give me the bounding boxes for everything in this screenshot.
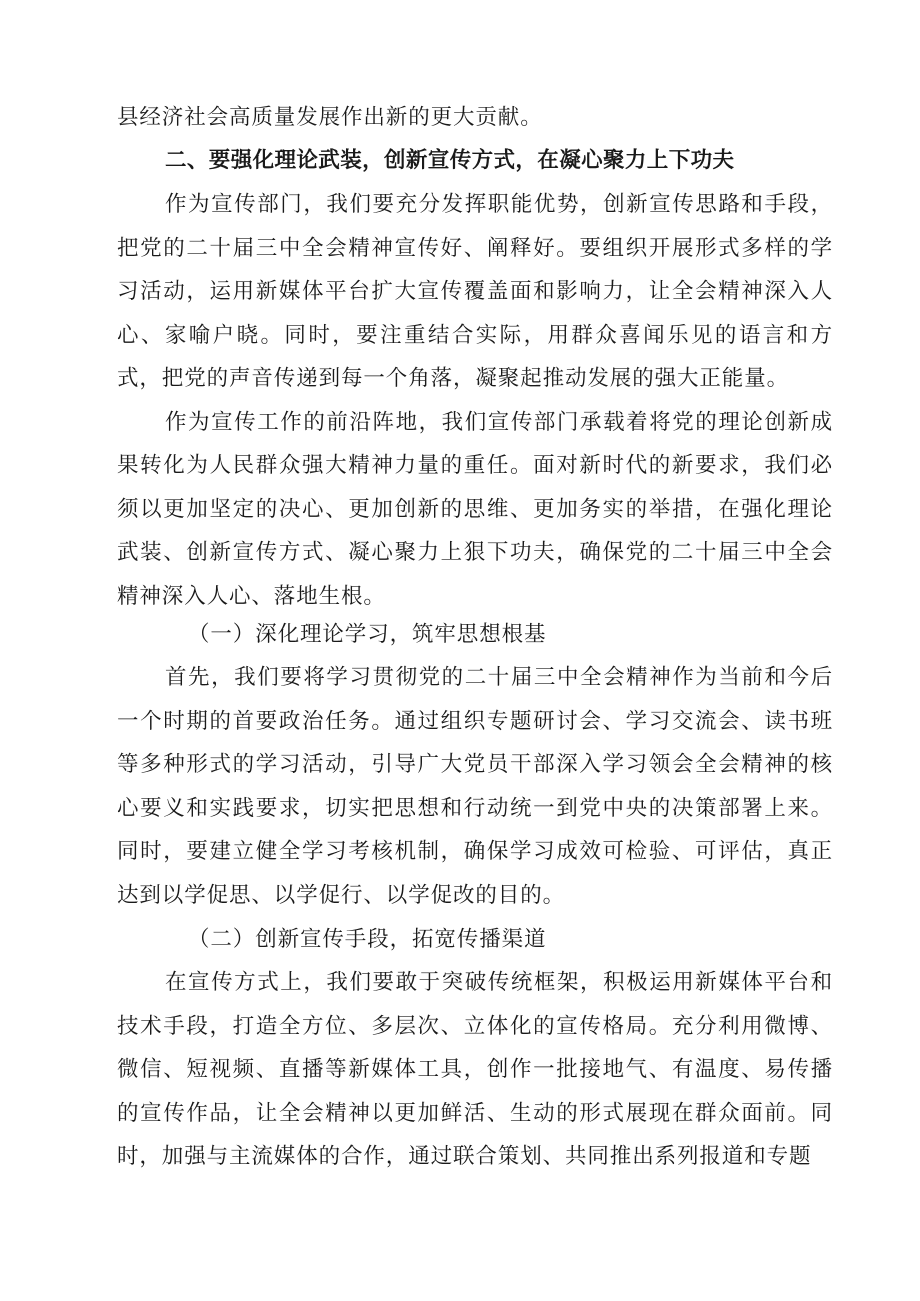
subheading-1: （一）深化理论学习，筑牢思想根基 (188, 622, 547, 647)
subheading-2: （二）创新宣传手段，拓宽传播渠道 (188, 927, 547, 952)
body-paragraph-c (117, 961, 833, 1179)
paragraph-2: 作为宣传工作的前沿阵地，我们宣传部门承载着将党的理论创新成果转化为人民群众强大精神力量的重任。面对新时代的新要求，我们必须以更加坚定的决心、更加创新的思维、更加务实的举措，在强化理论武装、创新宣传方式、凝心聚力上狠下功夫，确保党的二十届三中全会精神深入人心、落地生根。 (117, 409, 833, 609)
body-paragraph-b (117, 656, 833, 917)
body-paragraphs-a (117, 183, 833, 618)
section-heading: 二、要强化理论武装，创新宣传方式，在凝心聚力上下功夫 (165, 148, 735, 173)
paragraph-4: 在宣传方式上，我们要敢于突破传统框架，积极运用新媒体平台和技术手段，打造全方位、多层次、立体化的宣传格局。充分利用微博、微信、短视频、直播等新媒体工具，创作一批接地气、有温度、易传播的宣传作品，让全会精神以更加鲜活、生动的形式展现在群众面前。同时，加强与主流媒体的合作，通过联合策划、共同推出系列报道和专题 (117, 970, 833, 1169)
continuation-line: 县经济社会高质量发展作出新的更大贡献。 (117, 105, 543, 130)
paragraph-1: 作为宣传部门，我们要充分发挥职能优势，创新宣传思路和手段，把党的二十届三中全会精神宣传好、阐释好。要组织开展形式多样的学习活动，运用新媒体平台扩大宣传覆盖面和影响力，让全会精神深入人心、家喻户晓。同时，要注重结合实际，用群众喜闻乐见的语言和方式，把党的声音传递到每一个角落，凝聚起推动发展的强大正能量。 (117, 192, 833, 391)
paragraph-3: 首先，我们要将学习贯彻党的二十届三中全会精神作为当前和今后一个时期的首要政治任务。通过组织专题研讨会、学习交流会、读书班等多种形式的学习活动，引导广大党员干部深入学习领会全会精神的核心要义和实践要求，切实把思想和行动统一到党中央的决策部署上来。同时，要建立健全学习考核机制，确保学习成效可检验、可评估，真正达到以学促思、以学促行、以学促改的目的。 (117, 665, 833, 908)
